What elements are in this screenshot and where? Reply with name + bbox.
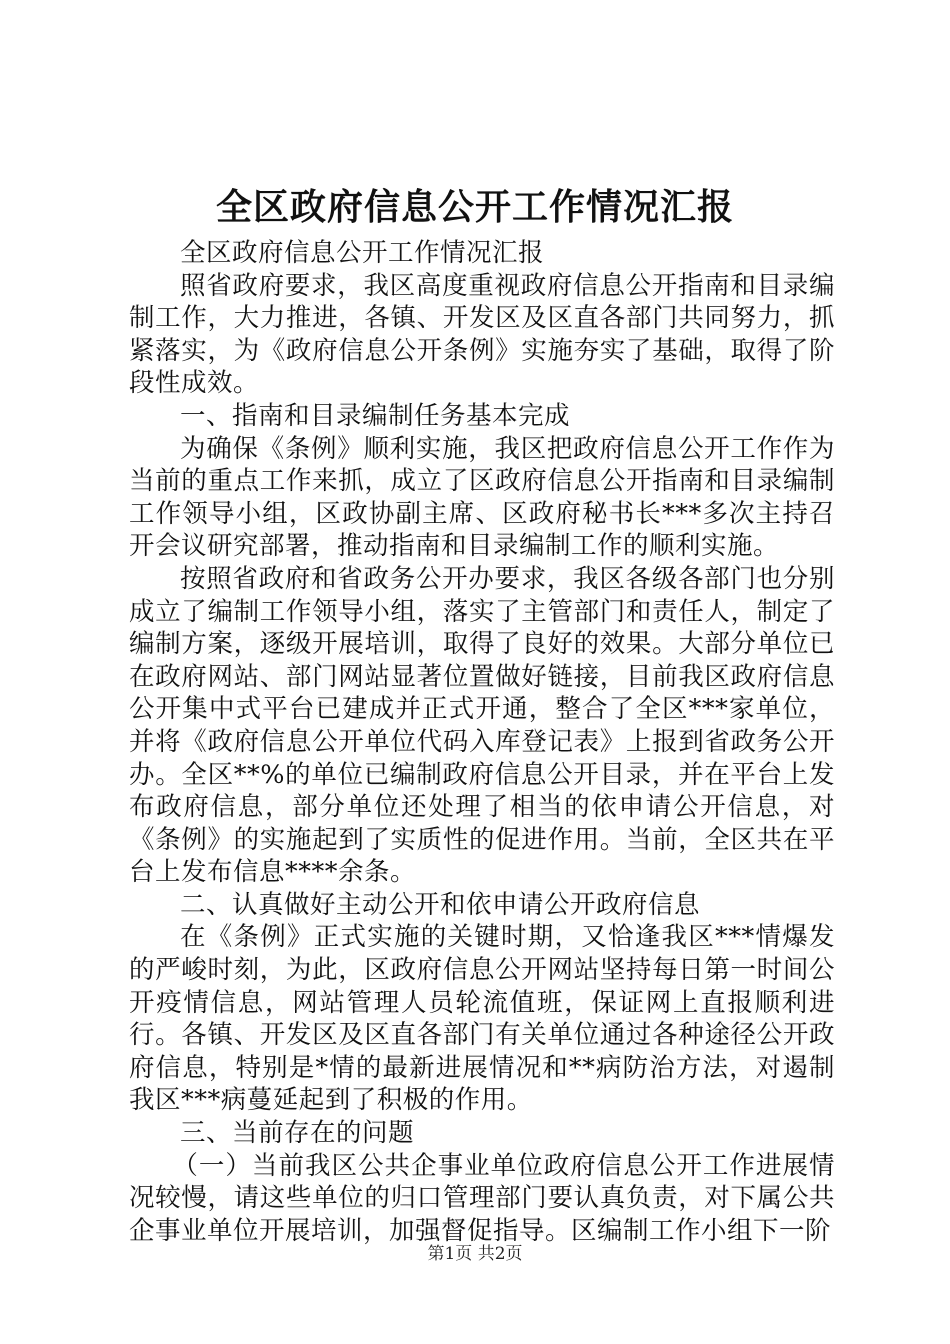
document-body: [129, 237, 835, 1247]
section-heading-2: 二、认真做好主动公开和依申请公开政府信息: [180, 889, 701, 920]
paragraph-intro: 照省政府要求，我区高度重视政府信息公开指南和目录编制工作，大力推进，各镇、开发区及区直各部门共同努力，抓紧落实，为《政府信息公开条例》实施夯实了基础，取得了阶段性成效。: [129, 270, 835, 399]
section-heading-1: 一、指南和目录编制任务基本完成: [180, 400, 571, 431]
document-title: 全区政府信息公开工作情况汇报: [215, 186, 734, 228]
page-number-footer: 第1页 共2页: [427, 1244, 523, 1264]
paragraph-section-1b: 按照省政府和省政务公开办要求，我区各级各部门也分别成立了编制工作领导小组，落实了主管部门和责任人，制定了编制方案，逐级开展培训，取得了良好的效果。大部分单位已在政府网站、部门网站显著位置做好链接，目前我区政府信息公开集中式平台已建成并正式开通，整合了全区***家单位，并将《政府信息公开单位代码入库登记表》上报到省政务公开办。全区**%的单位已编制政府信息公开目录，并在平台上发布政府信息，部分单位还处理了相当的依申请公开信息，对《条例》的实施起到了实质性的促进作用。当前，全区共在平台上发布信息****余条。: [129, 563, 835, 888]
paragraph-section-2: 在《条例》正式实施的关键时期，又恰逢我区***情爆发的严峻时刻，为此，区政府信息公开网站坚持每日第一时间公开疫情信息，网站管理人员轮流值班，保证网上直报顺利进行。各镇、开发区及区直各部门有关单位通过各种途径公开政府信息，特别是*情的最新进展情况和**病防治方法，对遏制我区***病蔓延起到了积极的作用。: [129, 922, 835, 1116]
section-heading-3: 三、当前存在的问题: [180, 1118, 415, 1149]
paragraph-section-3-item-1: （一）当前我区公共企事业单位政府信息公开工作进展情况较慢，请这些单位的归口管理部门要认真负责，对下属公共企事业单位开展培训，加强督促指导。区编制工作小组下一阶: [129, 1150, 835, 1246]
paragraph-repeat-title: 全区政府信息公开工作情况汇报: [180, 238, 545, 268]
paragraph-section-1a: 为确保《条例》顺利实施，我区把政府信息公开工作作为当前的重点工作来抓，成立了区政府信息公开指南和目录编制工作领导小组，区政协副主席、区政府秘书长***多次主持召开会议研究部署，推动指南和目录编制工作的顺利实施。: [129, 433, 835, 562]
